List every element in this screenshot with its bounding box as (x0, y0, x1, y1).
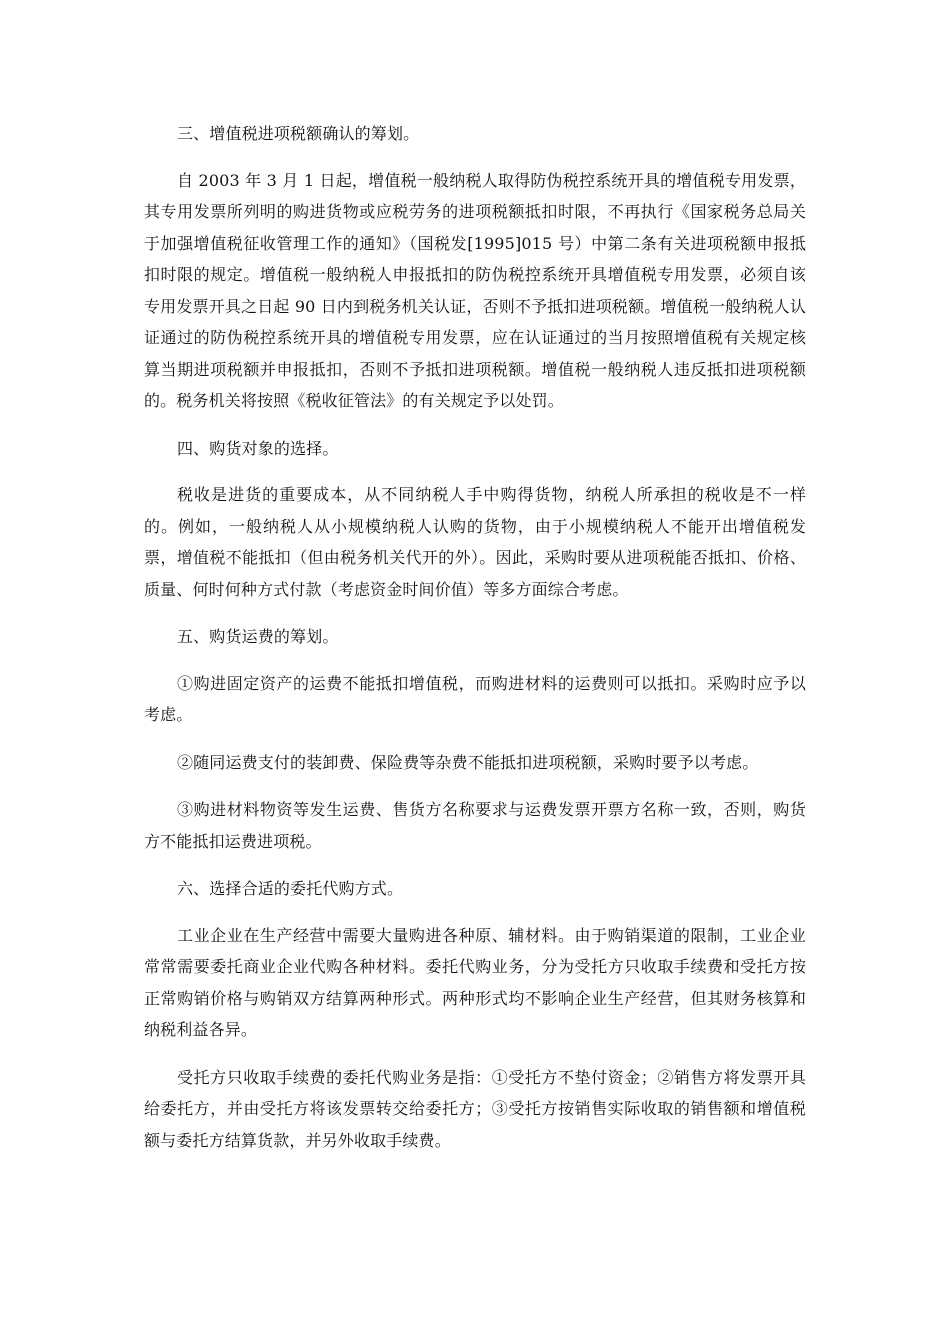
section-heading-3: 三、增值税进项税额确认的筹划。 (177, 124, 420, 143)
document-body (144, 118, 806, 1172)
paragraph-freight-item-3: ③购进材料物资等发生运费、售货方名称要求与运费发票开票方名称一致，否则，购货方不能抵扣运费进项税。 (144, 800, 806, 851)
paragraph-supplier-choice: 税收是进货的重要成本，从不同纳税人手中购得货物，纳税人所承担的税收是不一样的。例如，一般纳税人从小规模纳税人认购的货物，由于小规模纳税人不能开出增值税发票，增值税不能抵扣（但由税务机关代开的外）。因此，采购时要从进项税能否抵扣、价格、质量、何时何种方式付款（考虑资金时间价值）等多方面综合考虑。 (144, 485, 806, 599)
paragraph-freight-item-2: ②随同运费支付的装卸费、保险费等杂费不能抵扣进项税额，采购时要予以考虑。 (177, 752, 759, 772)
paragraph-commission-only: 受托方只收取手续费的委托代购业务是指：①受托方不垫付资金；②销售方将发票开具给委托方，并由受托方将该发票转交给委托方；③受托方按销售实际收取的销售额和增值税额与委托方结算货款，并另外收取手续费。 (144, 1067, 806, 1150)
paragraph-freight-item-1: ①购进固定资产的运费不能抵扣增值税，而购进材料的运费则可以抵扣。采购时应予以考虑。 (144, 673, 806, 724)
section-heading-4: 四、购货对象的选择。 (177, 438, 339, 458)
paragraph-invoice-certification: 自 2003 年 3 月 1 日起，增值税一般纳税人取得防伪税控系统开具的增值税专用发票，其专用发票所列明的购进货物或应税劳务的进项税额抵扣时限，不再执行《国家税务总局关于加强增值税征收管理工作的通知》（国税发[1995]015 号）中第二条有关进项税额申报抵扣时限的规定。增值税一般纳税人申报抵扣的防伪税控系统开具增值税专用发票，必须自该专用发票开具之日起 90 日内到税务机关认证，否则不予抵扣进项税额。增值税一般纳税人认证通过的防伪税控系统开具的增值税专用发票，应在认证通过的当月按照增值税有关规定核算当期进项税额并申报抵扣，否则不予抵扣进项税额。增值税一般纳税人违反抵扣进项税额的。税务机关将按照《税收征管法》的有关规定予以处罚。 (144, 170, 806, 410)
section-heading-6: 六、选择合适的委托代购方式。 (177, 879, 404, 898)
paragraph-entrusted-purchase: 工业企业在生产经营中需要大量购进各种原、辅材料。由于购销渠道的限制，工业企业常常需要委托商业企业代购各种材料。委托代购业务，分为受托方只收取手续费和受托方按正常购销价格与购销双方结算两种形式。两种形式均不影响企业生产经营，但其财务核算和纳税利益各异。 (144, 925, 806, 1039)
section-heading-5: 五、购货运费的筹划。 (177, 627, 339, 646)
